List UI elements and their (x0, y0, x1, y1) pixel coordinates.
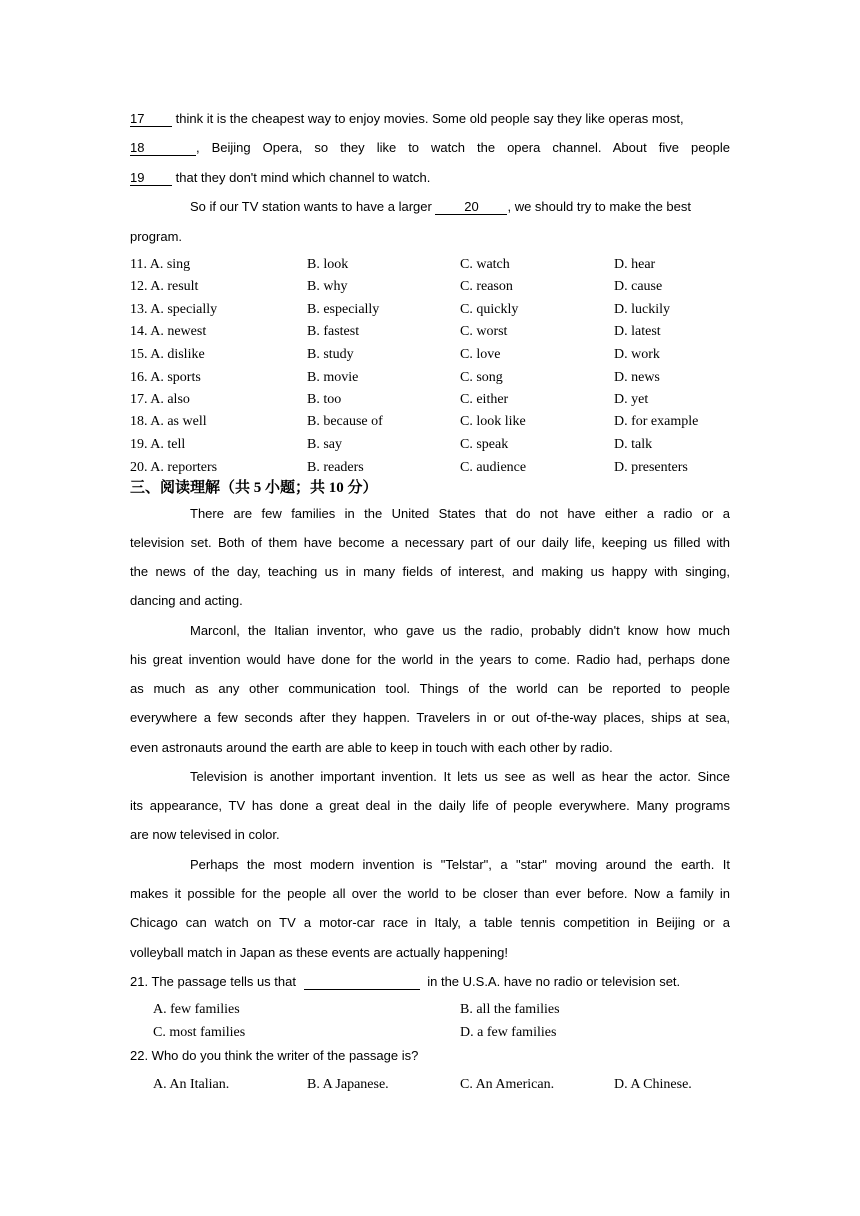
question-21-option-a: A. few families (153, 1002, 240, 1017)
option-16-a: 16. A. sports (130, 370, 201, 385)
question-21-stem-post: in the U.S.A. have no radio or television set. (427, 974, 681, 989)
option-16-c: C. song (460, 370, 503, 385)
blank-20: 20 (435, 199, 507, 215)
passage-line: Chicago can watch on TV a motor-car race in Italy, a table tennis competition in Beijing or a (130, 915, 730, 930)
cloze-text-5: program. (130, 229, 183, 244)
option-14-d: D. latest (614, 324, 661, 339)
option-20-d: D. presenters (614, 460, 688, 475)
blank-18: 18 (130, 140, 196, 156)
passage-line: everywhere a few seconds after they happen. Travelers in or out of-the-way places, ships at sea, (130, 710, 730, 725)
passage-line: its appearance, TV has done a great deal in the daily life of people everywhere. Many programs (130, 798, 730, 813)
question-22 (130, 1047, 730, 1065)
cloze-text-3: that they don't mind which channel to watch. (175, 170, 431, 185)
question-21 (130, 973, 730, 991)
option-19-d: D. talk (614, 437, 653, 452)
option-15-b: B. study (307, 347, 354, 362)
passage-line: dancing and acting. (130, 593, 243, 608)
passage-line: his great invention would have done for the world in the years to come. Radio had, perhaps done (130, 652, 730, 667)
cloze-line-2 (130, 139, 730, 157)
question-22-stem: 22. Who do you think the writer of the passage is? (130, 1048, 419, 1063)
cloze-line-5 (130, 228, 730, 246)
option-18-d: D. for example (614, 414, 699, 429)
option-15-d: D. work (614, 347, 660, 362)
passage-line: makes it possible for the people all over the world to be closer than ever before. Now a family in (130, 886, 730, 901)
option-11-b: B. look (307, 257, 349, 272)
question-21-stem-pre: 21. The passage tells us that (130, 974, 296, 989)
question-21-option-d: D. a few families (460, 1025, 557, 1040)
section-heading: 三、阅读理解（共 5 小题；共 10 分） (130, 480, 378, 496)
passage-line: as much as any other communication tool. Things of the world can be reported to people (130, 681, 730, 696)
cloze-line-1 (130, 110, 730, 128)
option-19-a: 19. A. tell (130, 437, 186, 452)
option-18-b: B. because of (307, 414, 383, 429)
option-13-d: D. luckily (614, 302, 670, 317)
passage-line: Television is another important invention. It lets us see as well as hear the actor. Since (190, 769, 730, 784)
option-11-c: C. watch (460, 257, 510, 272)
blank-17: 17 (130, 111, 172, 127)
option-11-a: 11. A. sing (130, 257, 191, 272)
passage-line: the news of the day, teaching us in many fields of interest, and making us happy with singing, (130, 564, 730, 579)
option-11-d: D. hear (614, 257, 656, 272)
option-20-a: 20. A. reporters (130, 460, 218, 475)
option-14-c: C. worst (460, 324, 508, 339)
option-17-d: D. yet (614, 392, 649, 407)
option-14-a: 14. A. newest (130, 324, 207, 339)
question-22-option-a: A. An Italian. (153, 1077, 230, 1092)
option-19-c: C. speak (460, 437, 509, 452)
option-13-b: B. especially (307, 302, 380, 317)
question-21-option-b: B. all the families (460, 1002, 560, 1017)
question-21-option-c: C. most families (153, 1025, 246, 1040)
option-13-a: 13. A. specially (130, 302, 218, 317)
option-12-a: 12. A. result (130, 279, 199, 294)
cloze-line-4 (190, 198, 730, 216)
option-15-a: 15. A. dislike (130, 347, 205, 362)
passage-line: Marconl, the Italian inventor, who gave us the radio, probably didn't know how much (190, 623, 730, 638)
passage-line: are now televised in color. (130, 827, 280, 842)
passage-line: television set. Both of them have become a necessary part of our daily life, keeping us filled with (130, 535, 730, 550)
option-19-b: B. say (307, 437, 342, 452)
cloze-text-4-post: , we should try to make the best (507, 199, 692, 214)
cloze-text-2: , Beijing Opera, so they like to watch the opera channel. About five people (196, 140, 730, 155)
passage-line: Perhaps the most modern invention is "Telstar", a "star" moving around the earth. It (190, 857, 730, 872)
option-18-a: 18. A. as well (130, 414, 207, 429)
cloze-line-3 (130, 169, 730, 187)
option-14-b: B. fastest (307, 324, 360, 339)
option-12-c: C. reason (460, 279, 513, 294)
passage-line: There are few families in the United States that do not have either a radio or a (190, 506, 730, 521)
option-20-c: C. audience (460, 460, 527, 475)
question-22-option-c: C. An American. (460, 1077, 555, 1092)
option-15-c: C. love (460, 347, 501, 362)
option-17-a: 17. A. also (130, 392, 190, 407)
option-20-b: B. readers (307, 460, 364, 475)
option-17-c: C. either (460, 392, 509, 407)
option-16-d: D. news (614, 370, 660, 385)
blank-19: 19 (130, 170, 172, 186)
option-12-d: D. cause (614, 279, 663, 294)
question-22-option-b: B. A Japanese. (307, 1077, 389, 1092)
passage-line: even astronauts around the earth are able to keep in touch with each other by radio. (130, 740, 613, 755)
option-12-b: B. why (307, 279, 348, 294)
option-18-c: C. look like (460, 414, 526, 429)
question-22-option-d: D. A Chinese. (614, 1077, 692, 1092)
option-17-b: B. too (307, 392, 342, 407)
cloze-text-1: think it is the cheapest way to enjoy movies. Some old people say they like operas most, (175, 111, 684, 126)
option-13-c: C. quickly (460, 302, 519, 317)
passage-line: volleyball match in Japan as these events are actually happening! (130, 945, 508, 960)
cloze-text-4-pre: So if our TV station wants to have a larger (190, 199, 432, 214)
option-16-b: B. movie (307, 370, 359, 385)
question-21-blank (304, 974, 420, 990)
